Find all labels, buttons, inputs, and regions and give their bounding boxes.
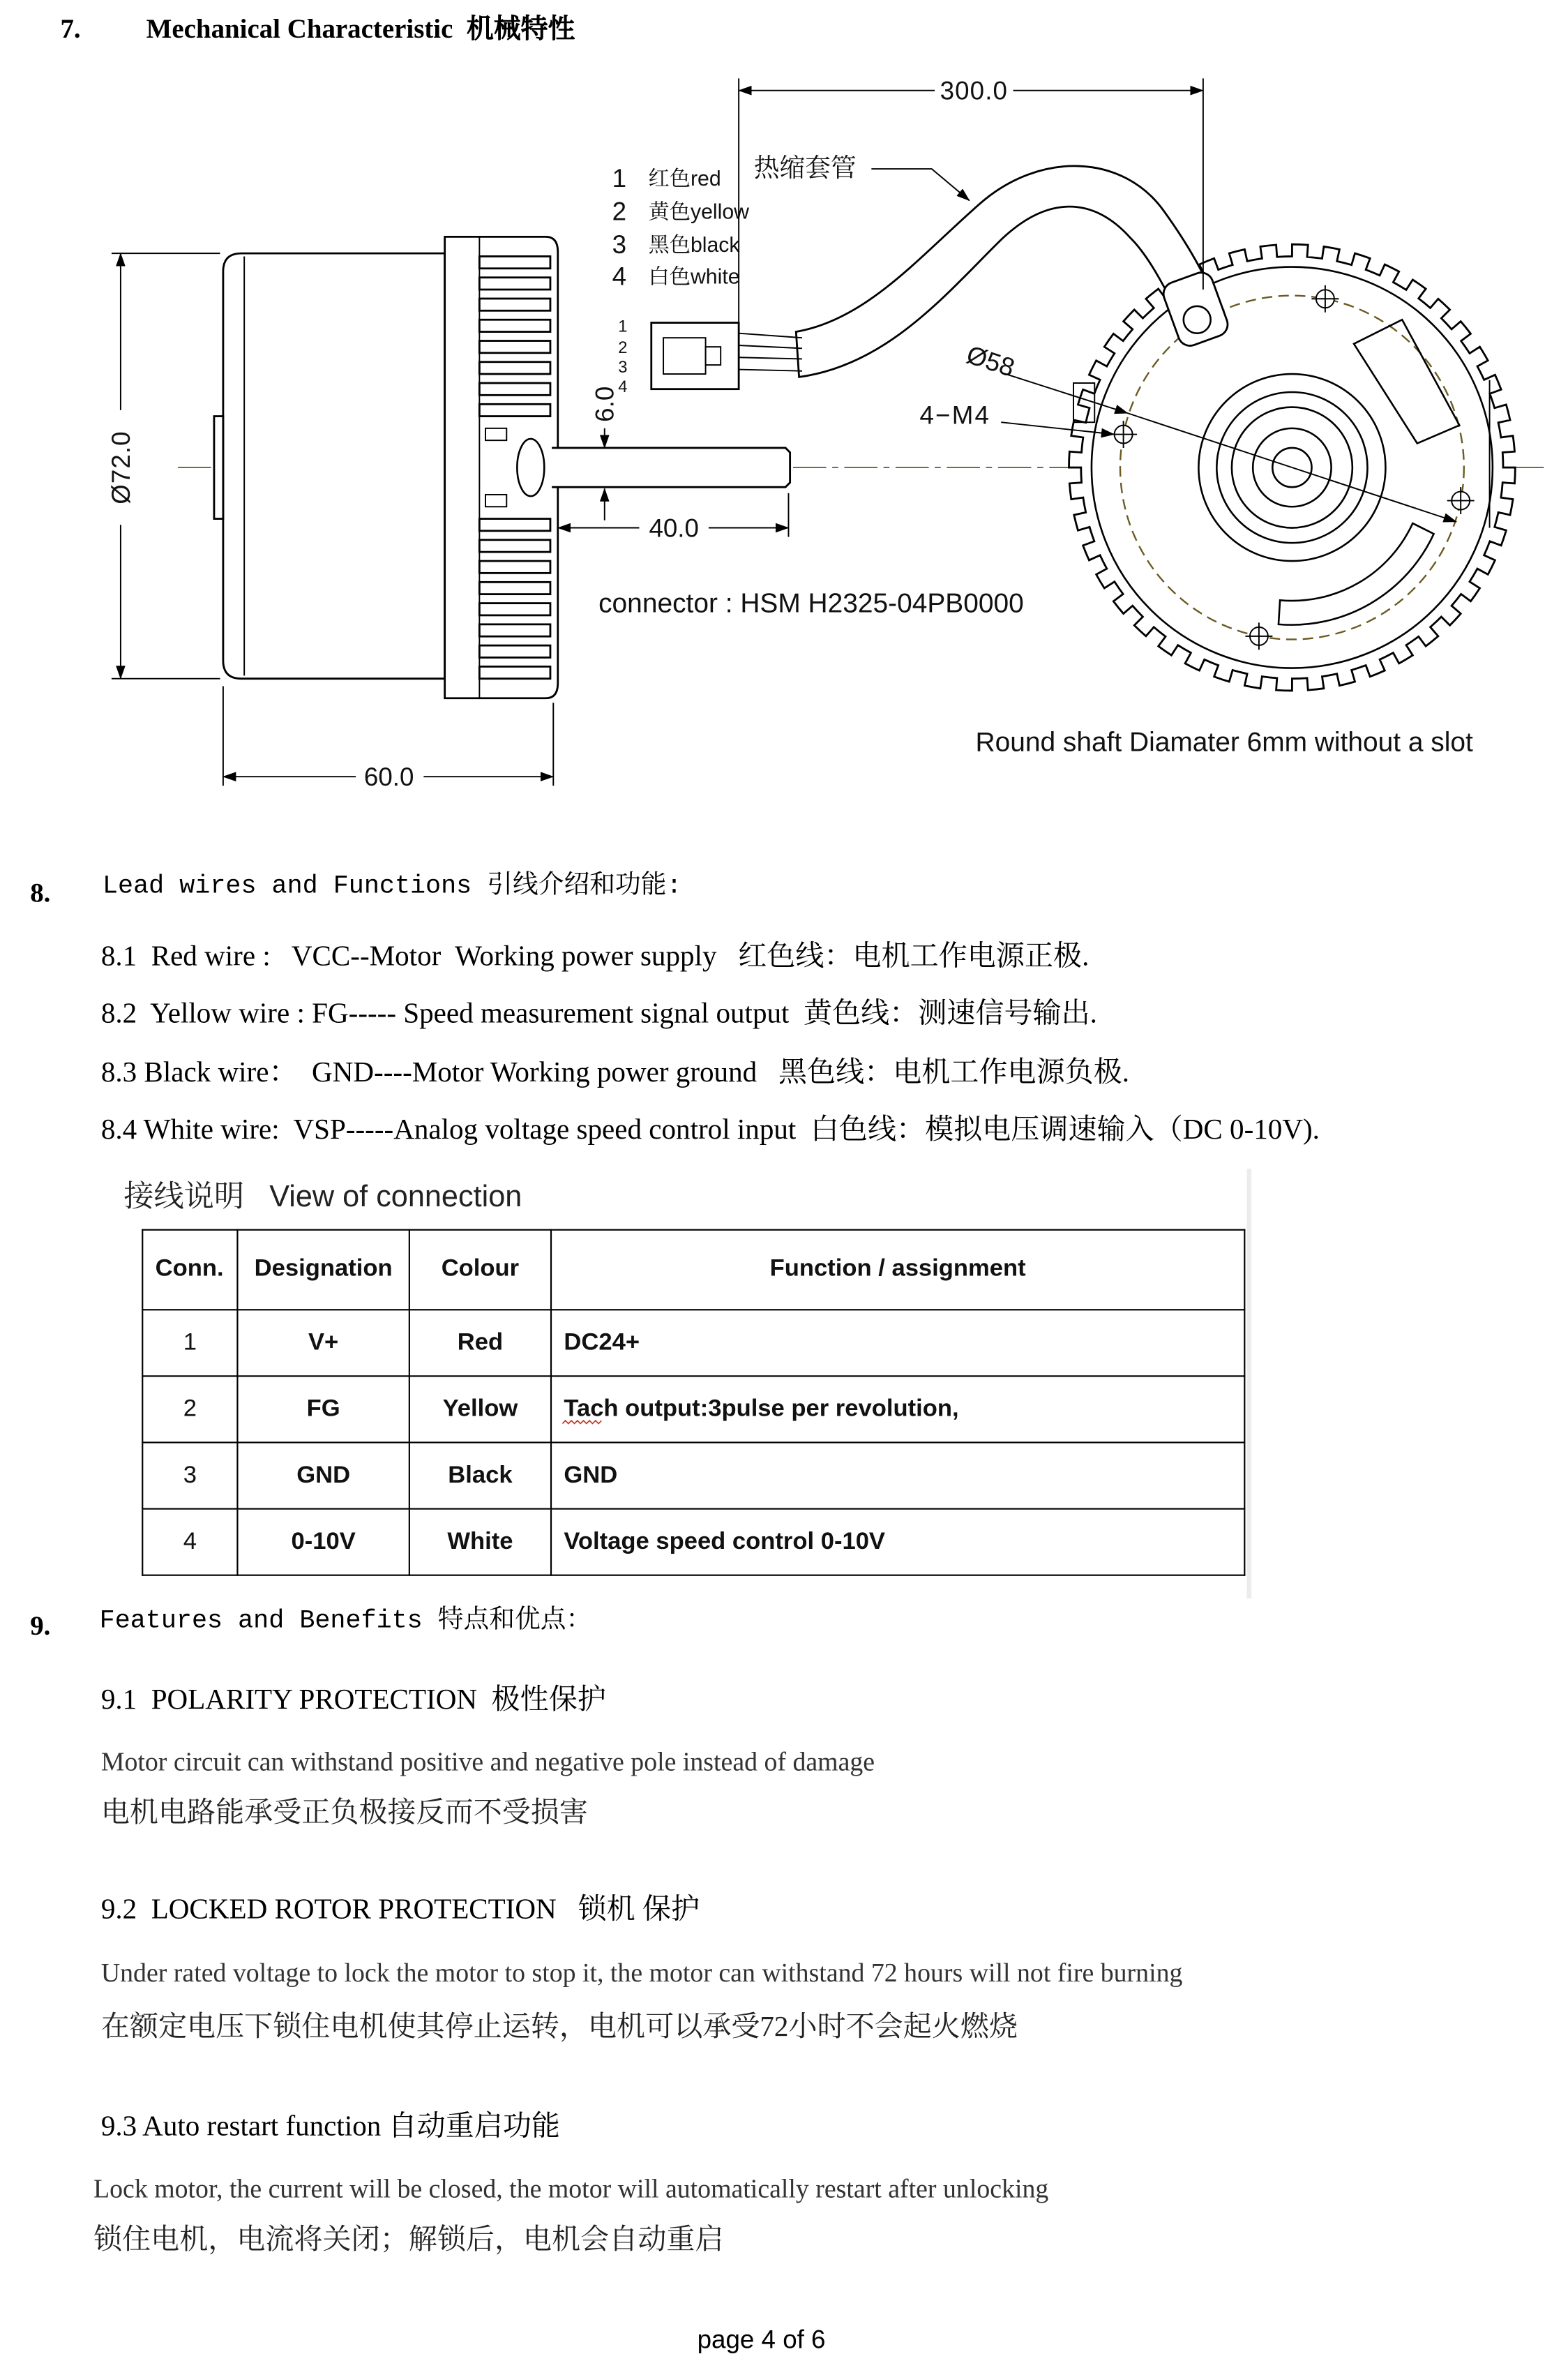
connector bbox=[618, 317, 802, 396]
wire-number: 2 bbox=[612, 197, 627, 226]
heatsink-fin bbox=[479, 561, 550, 573]
heatsink-fin bbox=[479, 624, 550, 636]
heatsink-fin bbox=[479, 604, 550, 615]
lead-wire bbox=[739, 345, 802, 348]
dimension-text: Ø72.0 bbox=[106, 430, 135, 504]
spellcheck-underline bbox=[562, 1419, 601, 1425]
feature-description-zh: 锁住电机，电流将关闭；解锁后，电机会自动重启 bbox=[93, 2224, 724, 2256]
feature-heading: 9.1 POLARITY PROTECTION 极性保护 bbox=[100, 1684, 606, 1716]
column-header: Conn. bbox=[142, 1230, 237, 1310]
heat-shrink-label: 热缩套管 bbox=[753, 153, 857, 182]
column-header: Function / assignment bbox=[551, 1230, 1244, 1310]
connection-table bbox=[142, 1229, 1245, 1576]
connector-note: connector : HSM H2325-04PB0000 bbox=[598, 588, 1024, 619]
connector-pin-label: 2 bbox=[618, 338, 628, 357]
dimension-text: 40.0 bbox=[649, 514, 699, 543]
cell-colour: Yellow bbox=[409, 1376, 551, 1442]
feature-description-en: Under rated voltage to lock the motor to stop it, the motor can withstand 72 hours will not fire burning bbox=[100, 1957, 1183, 1988]
heatsink-fin bbox=[479, 256, 550, 268]
cell-conn: 1 bbox=[142, 1310, 237, 1376]
heatsink-fin bbox=[479, 582, 550, 594]
wire-label: 白色white bbox=[648, 265, 740, 289]
page-number: page 4 of 6 bbox=[697, 2325, 826, 2355]
cell-conn: 2 bbox=[142, 1376, 237, 1442]
dimension-text: 6.0 bbox=[590, 386, 619, 422]
table-header-row bbox=[142, 1230, 1244, 1310]
cell-conn: 4 bbox=[142, 1509, 237, 1575]
dimension-text: 60.0 bbox=[363, 763, 414, 792]
wire-label: 黑色black bbox=[648, 233, 740, 257]
section-7-title: Mechanical Characteristic 机械特性 bbox=[146, 13, 575, 44]
feature-description-en: Lock motor, the current will be closed, the motor will automatically restart after unlocking bbox=[93, 2173, 1049, 2203]
lead-wire-item: 8.2 Yellow wire : FG----- Speed measurement signal output 黄色线：测速信号输出. bbox=[100, 998, 1097, 1030]
connector-pin-label: 4 bbox=[618, 377, 628, 396]
heat-shrink-leader bbox=[871, 169, 969, 200]
cell-conn: 3 bbox=[142, 1442, 237, 1508]
feature-description-zh: 电机电路能承受正负极接反而不受损害 bbox=[100, 1797, 589, 1829]
lead-wire bbox=[739, 357, 802, 359]
mount-holes-label: 4−M4 bbox=[919, 400, 991, 430]
cell-designation: GND bbox=[237, 1442, 409, 1508]
feature-heading: 9.2 LOCKED ROTOR PROTECTION 锁机 保护 bbox=[100, 1894, 700, 1926]
connection-table-title: 接线说明 View of connection bbox=[123, 1180, 522, 1215]
side-view bbox=[214, 237, 790, 698]
heatsink-fin bbox=[479, 540, 550, 552]
connector-pin-label: 3 bbox=[618, 357, 628, 377]
heatsink-fin bbox=[479, 666, 550, 678]
wire-label: 红色red bbox=[648, 167, 721, 190]
mount-circle-label: Ø58 bbox=[963, 340, 1018, 382]
section-8-number: 8. bbox=[30, 877, 51, 908]
heatsink-fin bbox=[479, 645, 550, 657]
dimension-body-length bbox=[223, 686, 553, 791]
motor-housing bbox=[223, 253, 445, 679]
cell-designation: V+ bbox=[237, 1310, 409, 1376]
cell-function: Voltage speed control 0-10V bbox=[551, 1509, 1244, 1575]
wire-colour-list bbox=[612, 164, 750, 290]
feature-heading: 9.3 Auto restart function 自动重启功能 bbox=[100, 2111, 560, 2143]
wire-number: 4 bbox=[612, 262, 627, 291]
lead-wire bbox=[739, 333, 802, 338]
motor-shaft bbox=[552, 448, 790, 487]
lead-wire-item: 8.4 White wire: VSP-----Analog voltage speed control input 白色线：模拟电压调速输入（DC 0-10V). bbox=[100, 1114, 1320, 1146]
heatsink-fin bbox=[479, 383, 550, 395]
rear-tab bbox=[214, 417, 223, 519]
feature-description-en: Motor circuit can withstand positive and negative pole instead of damage bbox=[100, 1746, 875, 1777]
heatsink-fin bbox=[479, 299, 550, 310]
heatsink-fin bbox=[479, 519, 550, 531]
wire-number: 3 bbox=[612, 230, 627, 260]
lead-wire-item: 8.3 Black wire： GND----Motor Working power ground 黑色线：电机工作电源负极. bbox=[100, 1057, 1130, 1089]
wire-label: 黄色yellow bbox=[648, 200, 750, 224]
lead-wire bbox=[739, 370, 802, 371]
cell-designation: 0-10V bbox=[237, 1509, 409, 1575]
cell-colour: Black bbox=[409, 1442, 551, 1508]
column-header: Designation bbox=[237, 1230, 409, 1310]
section-8-title: Lead wires and Functions 引线介绍和功能: bbox=[102, 873, 682, 902]
heatsink-fin bbox=[479, 362, 550, 374]
heatsink-fin bbox=[479, 278, 550, 290]
feature-description-zh: 在额定电压下锁住电机使其停止运转，电机可以承受72小时不会起火燃烧 bbox=[100, 2011, 1018, 2044]
section-9-title: Features and Benefits 特点和优点： bbox=[99, 1607, 592, 1637]
cell-function: DC24+ bbox=[551, 1310, 1244, 1376]
connector-housing bbox=[651, 323, 739, 389]
heatsink-fin bbox=[479, 320, 550, 331]
shaft-note: Round shaft Diamater 6mm without a slot bbox=[975, 727, 1473, 758]
heatsink-fin bbox=[479, 340, 550, 352]
table-row bbox=[142, 1509, 1244, 1575]
cell-function: GND bbox=[551, 1442, 1244, 1508]
heatsink-fin bbox=[479, 404, 550, 416]
section-9-number: 9. bbox=[30, 1610, 51, 1641]
cell-colour: Red bbox=[409, 1310, 551, 1376]
lead-wire-item: 8.1 Red wire : VCC--Motor Working power supply 红色线：电机工作电源正极. bbox=[100, 940, 1090, 973]
table-row bbox=[142, 1442, 1244, 1508]
section-7-number: 7. bbox=[60, 13, 81, 44]
wire-number: 1 bbox=[612, 164, 627, 193]
table-row bbox=[142, 1310, 1244, 1376]
cell-designation: FG bbox=[237, 1376, 409, 1442]
dimension-body-diameter bbox=[107, 253, 220, 679]
cell-function: Tach output:3pulse per revolution, bbox=[551, 1376, 1244, 1442]
table-row bbox=[142, 1376, 1244, 1442]
dimension-shaft-length bbox=[558, 493, 789, 543]
mechanical-drawing bbox=[0, 60, 1568, 807]
cell-colour: White bbox=[409, 1509, 551, 1575]
connector-pin-label: 1 bbox=[618, 317, 628, 336]
column-header: Colour bbox=[409, 1230, 551, 1310]
dimension-text: 300.0 bbox=[940, 76, 1009, 105]
